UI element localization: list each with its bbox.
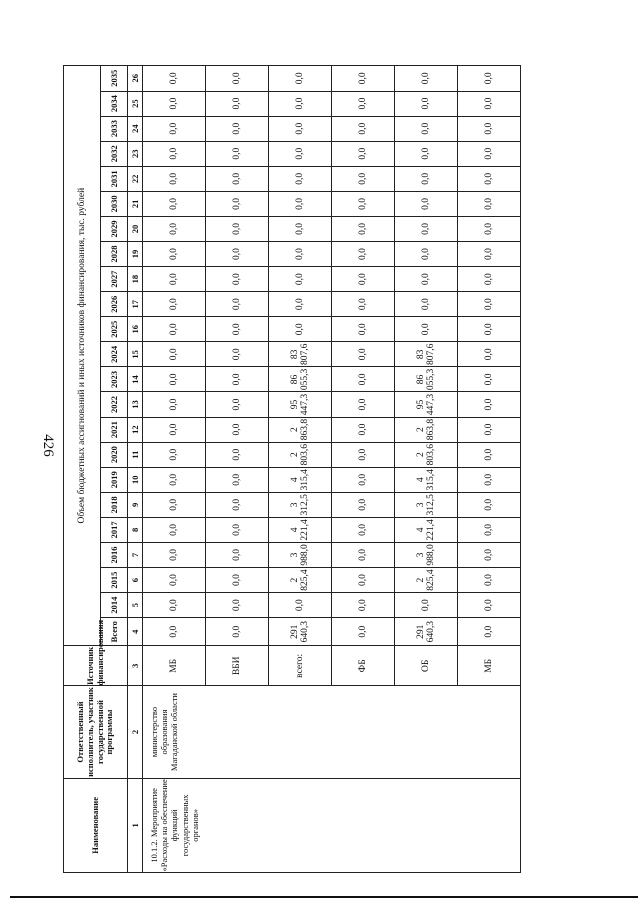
funding-total: 0,0 [332,618,395,646]
funding-value: 0,0 [269,166,332,191]
funding-value: 4 315,4 [269,467,332,492]
funding-value: 3 312,5 [269,492,332,517]
funding-source: ФБ [332,646,395,686]
funding-value: 0,0 [206,166,269,191]
funding-value: 83 807,6 [269,342,332,367]
column-number: 2 [128,686,143,778]
funding-value: 0,0 [143,141,206,166]
header-year: 2030 [101,191,128,216]
header-year: 2031 [101,166,128,191]
funding-value: 0,0 [206,317,269,342]
header-year: 2021 [101,417,128,442]
column-number: 25 [128,91,143,116]
funding-value: 0,0 [332,66,395,92]
funding-value: 0,0 [458,242,521,267]
funding-value: 0,0 [458,191,521,216]
bottom-rule [10,896,638,898]
funding-value: 0,0 [395,267,458,292]
funding-value: 83 807,6 [395,342,458,367]
funding-value: 0,0 [206,141,269,166]
measure-name: 10.1.2. Мероприятие «Расходы на обеспечение функций государственных органов» [143,778,521,872]
column-number: 4 [128,618,143,646]
funding-value: 0,0 [206,542,269,567]
funding-value: 0,0 [458,367,521,392]
column-number: 19 [128,242,143,267]
column-number: 12 [128,417,143,442]
funding-value: 0,0 [458,467,521,492]
funding-value: 0,0 [269,191,332,216]
funding-value: 0,0 [332,467,395,492]
funding-total: 291 640,3 [269,618,332,646]
funding-value: 2 863,8 [395,417,458,442]
column-number: 6 [128,568,143,593]
funding-value: 0,0 [332,91,395,116]
funding-value: 0,0 [269,91,332,116]
header-name: Наименование [64,778,128,872]
funding-value: 86 055,3 [395,367,458,392]
funding-value: 0,0 [395,141,458,166]
funding-value: 0,0 [332,568,395,593]
funding-value: 0,0 [332,267,395,292]
funding-value: 0,0 [143,367,206,392]
header-year: 2014 [101,593,128,618]
funding-value: 0,0 [206,91,269,116]
funding-value: 0,0 [206,417,269,442]
funding-value: 0,0 [458,568,521,593]
column-number: 21 [128,191,143,216]
funding-value: 0,0 [269,267,332,292]
funding-value: 0,0 [206,593,269,618]
header-year: 2024 [101,342,128,367]
funding-value: 0,0 [206,568,269,593]
column-number: 24 [128,116,143,141]
header-year: 2034 [101,91,128,116]
funding-value: 0,0 [458,91,521,116]
funding-value: 0,0 [395,91,458,116]
header-year: 2029 [101,216,128,241]
funding-total: 291 640,3 [395,618,458,646]
funding-value: 0,0 [269,66,332,92]
funding-value: 0,0 [332,442,395,467]
funding-value: 0,0 [269,292,332,317]
funding-total: 0,0 [206,618,269,646]
funding-value: 3 988,0 [269,542,332,567]
funding-value: 2 803,6 [395,442,458,467]
header-year: 2017 [101,517,128,542]
funding-value: 95 447,3 [395,392,458,417]
funding-value: 0,0 [332,542,395,567]
funding-value: 0,0 [143,242,206,267]
funding-value: 0,0 [332,342,395,367]
funding-value: 0,0 [143,216,206,241]
funding-value: 0,0 [332,317,395,342]
funding-value: 0,0 [206,216,269,241]
funding-value: 0,0 [206,242,269,267]
funding-value: 86 055,3 [269,367,332,392]
funding-value: 0,0 [395,116,458,141]
funding-value: 0,0 [395,166,458,191]
funding-value: 0,0 [458,542,521,567]
rotated-table-container [63,65,543,873]
column-number: 14 [128,367,143,392]
funding-value: 0,0 [395,66,458,92]
funding-value: 0,0 [395,242,458,267]
header-year: 2018 [101,492,128,517]
funding-value: 0,0 [458,116,521,141]
funding-value: 0,0 [143,191,206,216]
header-year: 2015 [101,568,128,593]
header-year: 2028 [101,242,128,267]
header-year: 2020 [101,442,128,467]
funding-value: 0,0 [143,517,206,542]
funding-value: 0,0 [332,141,395,166]
funding-source: ВБИ [206,646,269,686]
header-year: 2027 [101,267,128,292]
funding-value: 0,0 [458,216,521,241]
funding-value: 0,0 [206,66,269,92]
funding-value: 0,0 [332,492,395,517]
column-number: 7 [128,542,143,567]
funding-value: 0,0 [332,367,395,392]
funding-value: 2 863,8 [269,417,332,442]
funding-value: 0,0 [143,467,206,492]
funding-value: 0,0 [458,517,521,542]
funding-value: 0,0 [458,342,521,367]
funding-value: 0,0 [332,166,395,191]
funding-value: 0,0 [143,442,206,467]
funding-value: 0,0 [332,292,395,317]
funding-value: 0,0 [206,116,269,141]
funding-value: 0,0 [143,166,206,191]
funding-value: 0,0 [395,292,458,317]
column-number: 10 [128,467,143,492]
funding-value: 95 447,3 [269,392,332,417]
column-number: 5 [128,593,143,618]
column-number: 26 [128,66,143,92]
funding-value: 0,0 [395,216,458,241]
header-executor: Ответственный исполнитель, участник государственной программы [64,686,128,778]
column-number: 1 [128,778,143,872]
funding-value: 0,0 [458,292,521,317]
funding-value: 0,0 [143,492,206,517]
column-number: 16 [128,317,143,342]
funding-value: 3 312,5 [395,492,458,517]
funding-value: 0,0 [332,116,395,141]
funding-source: МБ [458,646,521,686]
funding-value: 0,0 [395,191,458,216]
funding-value: 2 825,4 [269,568,332,593]
funding-value: 4 221,4 [395,517,458,542]
header-year: 2016 [101,542,128,567]
funding-value: 0,0 [332,593,395,618]
funding-value: 0,0 [206,342,269,367]
funding-value: 0,0 [395,317,458,342]
funding-value: 0,0 [332,216,395,241]
header-year: 2033 [101,116,128,141]
funding-value: 2 803,6 [269,442,332,467]
funding-value: 0,0 [269,317,332,342]
funding-value: 0,0 [269,116,332,141]
header-year: 2022 [101,392,128,417]
funding-value: 0,0 [269,242,332,267]
funding-source: ОБ [395,646,458,686]
header-year: 2025 [101,317,128,342]
funding-value: 0,0 [143,66,206,92]
header-year: 2023 [101,367,128,392]
column-number: 18 [128,267,143,292]
header-year: 2026 [101,292,128,317]
funding-value: 0,0 [143,116,206,141]
funding-total: 0,0 [143,618,206,646]
header-source: Источник финансирования [64,646,128,686]
funding-value: 0,0 [332,417,395,442]
funding-value: 0,0 [143,292,206,317]
table-row [143,66,206,873]
funding-total: 0,0 [458,618,521,646]
funding-value: 0,0 [206,191,269,216]
funding-value: 0,0 [143,417,206,442]
funding-value: 0,0 [458,492,521,517]
funding-value: 4 315,4 [395,467,458,492]
funding-value: 0,0 [332,517,395,542]
header-year: 2019 [101,467,128,492]
funding-value: 0,0 [458,141,521,166]
funding-value: 0,0 [458,166,521,191]
funding-value: 0,0 [143,542,206,567]
funding-value: 0,0 [206,517,269,542]
column-number: 11 [128,442,143,467]
funding-value: 0,0 [143,342,206,367]
funding-value: 0,0 [458,267,521,292]
column-number: 22 [128,166,143,191]
header-total: Всего [101,618,128,646]
funding-value: 0,0 [206,267,269,292]
funding-value: 0,0 [458,392,521,417]
funding-value: 0,0 [143,317,206,342]
column-number: 15 [128,342,143,367]
funding-value: 0,0 [458,593,521,618]
column-number: 8 [128,517,143,542]
header-year: 2035 [101,66,128,92]
funding-value: 0,0 [206,392,269,417]
funding-value: 4 221,4 [269,517,332,542]
funding-value: 0,0 [458,317,521,342]
column-number: 13 [128,392,143,417]
header-funding: Объем бюджетных ассигнований и иных источников финансирования, тыс. рублей [64,66,101,646]
funding-value: 0,0 [332,242,395,267]
funding-value: 0,0 [206,467,269,492]
column-number: 17 [128,292,143,317]
funding-value: 0,0 [332,392,395,417]
funding-table [63,65,521,873]
funding-value: 0,0 [458,66,521,92]
funding-value: 0,0 [395,593,458,618]
funding-value: 3 988,0 [395,542,458,567]
funding-value: 0,0 [332,191,395,216]
funding-value: 2 825,4 [395,568,458,593]
measure-executor: министерство образования Магаданской области [143,686,521,778]
funding-value: 0,0 [206,292,269,317]
funding-value: 0,0 [143,267,206,292]
funding-value: 0,0 [143,392,206,417]
funding-source: МБ [143,646,206,686]
funding-value: 0,0 [143,568,206,593]
column-number: 20 [128,216,143,241]
funding-value: 0,0 [269,593,332,618]
funding-value: 0,0 [269,216,332,241]
header-year: 2032 [101,141,128,166]
column-number: 9 [128,492,143,517]
funding-value: 0,0 [458,417,521,442]
funding-value: 0,0 [143,91,206,116]
column-number: 23 [128,141,143,166]
funding-value: 0,0 [206,367,269,392]
funding-value: 0,0 [143,593,206,618]
column-number: 3 [128,646,143,686]
funding-value: 0,0 [458,442,521,467]
funding-value: 0,0 [206,442,269,467]
funding-value: 0,0 [206,492,269,517]
page-number: 426 [39,434,56,457]
funding-source: всего: [269,646,332,686]
funding-value: 0,0 [269,141,332,166]
